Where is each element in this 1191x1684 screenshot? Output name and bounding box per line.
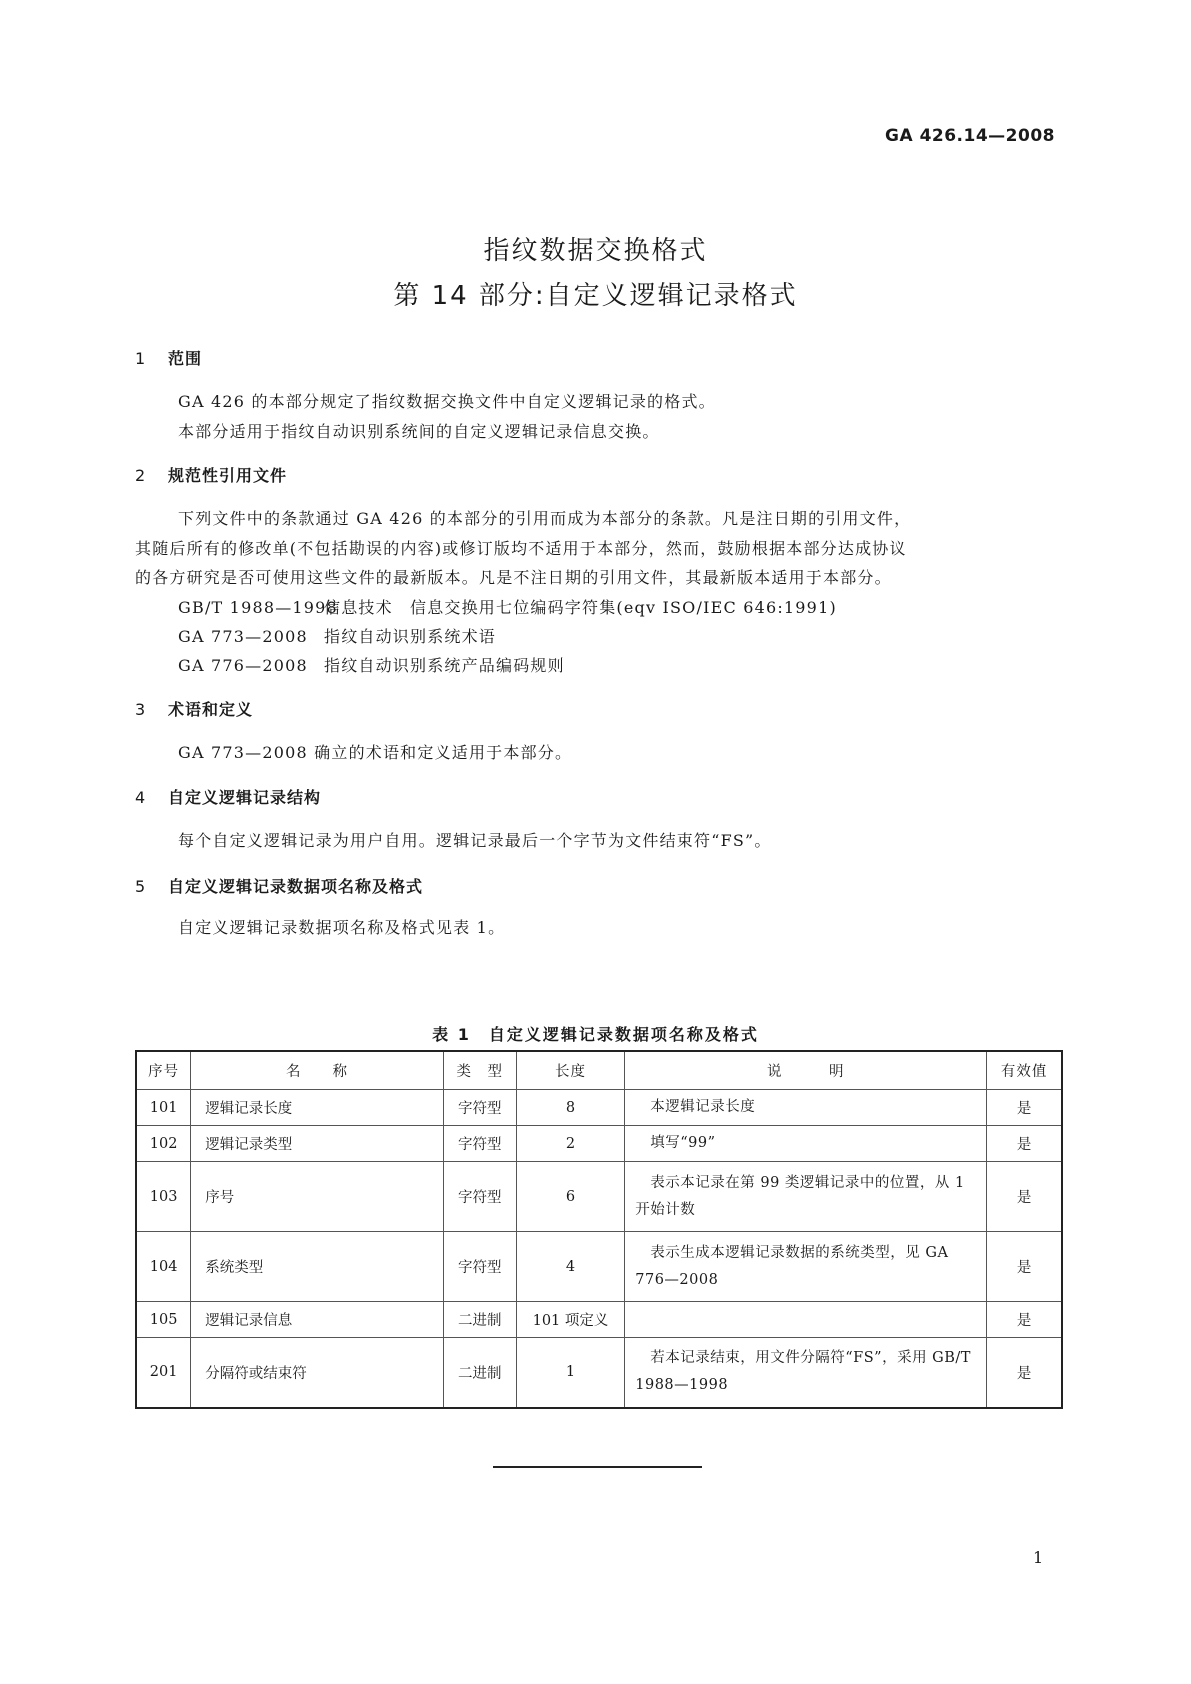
section-heading-scope bbox=[135, 346, 202, 369]
cell-length: 4 bbox=[516, 1232, 624, 1302]
cell-length: 101 项定义 bbox=[516, 1302, 624, 1338]
cell-valid: 是 bbox=[987, 1090, 1062, 1126]
cell-type: 字符型 bbox=[443, 1126, 516, 1162]
document-number: GA 426.14—2008 bbox=[885, 126, 1055, 146]
cell-description: 填写“99” bbox=[625, 1126, 987, 1162]
section-heading-normative bbox=[135, 463, 287, 486]
cell-description: 表示本记录在第 99 类逻辑记录中的位置，从 1 开始计数 bbox=[625, 1162, 987, 1232]
section-title: 范围 bbox=[168, 349, 203, 368]
cell-no: 105 bbox=[136, 1302, 191, 1338]
cell-type: 字符型 bbox=[443, 1162, 516, 1232]
cell-name: 分隔符或结束符 bbox=[191, 1338, 443, 1408]
reference-code: GA 776—2008 bbox=[178, 656, 308, 675]
section-title: 术语和定义 bbox=[168, 700, 254, 719]
section-heading-terms bbox=[135, 697, 253, 720]
cell-length: 8 bbox=[516, 1090, 624, 1126]
cell-type: 二进制 bbox=[443, 1338, 516, 1408]
end-rule bbox=[493, 1466, 702, 1468]
cell-valid: 是 bbox=[987, 1338, 1062, 1408]
cell-no: 101 bbox=[136, 1090, 191, 1126]
header-description: 说 明 bbox=[625, 1051, 987, 1090]
cell-description: 若本记录结束，用文件分隔符“FS”，采用 GB/T 1988—1998 bbox=[625, 1338, 987, 1408]
cell-length: 2 bbox=[516, 1126, 624, 1162]
cell-no: 201 bbox=[136, 1338, 191, 1408]
reference-title: 指纹自动识别系统产品编码规则 bbox=[324, 656, 565, 675]
section-title: 自定义逻辑记录结构 bbox=[168, 788, 322, 807]
paragraph: 的各方研究是否可使用这些文件的最新版本。凡是不注日期的引用文件，其最新版本适用于本部分。 bbox=[135, 568, 892, 587]
reference-title: 信息技术 信息交换用七位编码字符集(eqv ISO/IEC 646:1991) bbox=[324, 598, 837, 617]
cell-name: 逻辑记录信息 bbox=[191, 1302, 443, 1338]
cell-description: 表示生成本逻辑记录数据的系统类型，见 GA 776—2008 bbox=[625, 1232, 987, 1302]
data-item-table bbox=[135, 1050, 1063, 1409]
table-caption: 表 1 自定义逻辑记录数据项名称及格式 bbox=[432, 1025, 759, 1044]
cell-no: 102 bbox=[136, 1126, 191, 1162]
cell-valid: 是 bbox=[987, 1126, 1062, 1162]
reference-title: 指纹自动识别系统术语 bbox=[324, 627, 497, 646]
paragraph: GA 773—2008 确立的术语和定义适用于本部分。 bbox=[178, 743, 573, 762]
reference-item bbox=[178, 595, 837, 618]
table-row bbox=[136, 1338, 1062, 1408]
reference-code: GB/T 1988—1998 bbox=[178, 598, 338, 617]
cell-description bbox=[625, 1302, 987, 1338]
cell-name: 序号 bbox=[191, 1162, 443, 1232]
section-heading-format bbox=[135, 874, 423, 897]
reference-item bbox=[178, 624, 496, 647]
cell-length: 1 bbox=[516, 1338, 624, 1408]
paragraph: 本部分适用于指纹自动识别系统间的自定义逻辑记录信息交换。 bbox=[178, 422, 660, 441]
reference-code: GA 773—2008 bbox=[178, 627, 308, 646]
section-number: 1 bbox=[135, 349, 147, 368]
page-number: 1 bbox=[1033, 1548, 1044, 1567]
table-header-row bbox=[136, 1051, 1062, 1090]
header-no: 序号 bbox=[136, 1051, 191, 1090]
cell-type: 字符型 bbox=[443, 1090, 516, 1126]
cell-no: 103 bbox=[136, 1162, 191, 1232]
section-number: 4 bbox=[135, 788, 147, 807]
paragraph: 下列文件中的条款通过 GA 426 的本部分的引用而成为本部分的条款。凡是注日期的引用文件， bbox=[178, 509, 912, 528]
header-name: 名 称 bbox=[191, 1051, 443, 1090]
document-title: 指纹数据交换格式 bbox=[483, 236, 708, 266]
paragraph: 自定义逻辑记录数据项名称及格式见表 1。 bbox=[178, 918, 506, 937]
header-valid: 有效值 bbox=[987, 1051, 1062, 1090]
table-row bbox=[136, 1232, 1062, 1302]
section-number: 2 bbox=[135, 466, 147, 485]
paragraph: 其随后所有的修改单(不包括勘误的内容)或修订版均不适用于本部分，然而，鼓励根据本部分达成协议 bbox=[135, 539, 907, 558]
section-number: 5 bbox=[135, 877, 147, 896]
reference-item bbox=[178, 653, 565, 676]
cell-valid: 是 bbox=[987, 1232, 1062, 1302]
cell-description: 本逻辑记录长度 bbox=[625, 1090, 987, 1126]
table-row bbox=[136, 1302, 1062, 1338]
cell-name: 逻辑记录长度 bbox=[191, 1090, 443, 1126]
cell-length: 6 bbox=[516, 1162, 624, 1232]
cell-type: 二进制 bbox=[443, 1302, 516, 1338]
document-subtitle: 第 14 部分:自定义逻辑记录格式 bbox=[393, 281, 798, 311]
cell-valid: 是 bbox=[987, 1302, 1062, 1338]
cell-type: 字符型 bbox=[443, 1232, 516, 1302]
table-row bbox=[136, 1162, 1062, 1232]
paragraph: 每个自定义逻辑记录为用户自用。逻辑记录最后一个字节为文件结束符“FS”。 bbox=[178, 831, 772, 850]
cell-valid: 是 bbox=[987, 1162, 1062, 1232]
table-row bbox=[136, 1126, 1062, 1162]
cell-name: 系统类型 bbox=[191, 1232, 443, 1302]
section-title: 规范性引用文件 bbox=[168, 466, 288, 485]
section-heading-structure bbox=[135, 785, 321, 808]
section-number: 3 bbox=[135, 700, 147, 719]
table-row bbox=[136, 1090, 1062, 1126]
paragraph: GA 426 的本部分规定了指纹数据交换文件中自定义逻辑记录的格式。 bbox=[178, 392, 716, 411]
cell-no: 104 bbox=[136, 1232, 191, 1302]
header-type: 类 型 bbox=[443, 1051, 516, 1090]
header-length: 长度 bbox=[516, 1051, 624, 1090]
cell-name: 逻辑记录类型 bbox=[191, 1126, 443, 1162]
section-title: 自定义逻辑记录数据项名称及格式 bbox=[168, 877, 424, 896]
